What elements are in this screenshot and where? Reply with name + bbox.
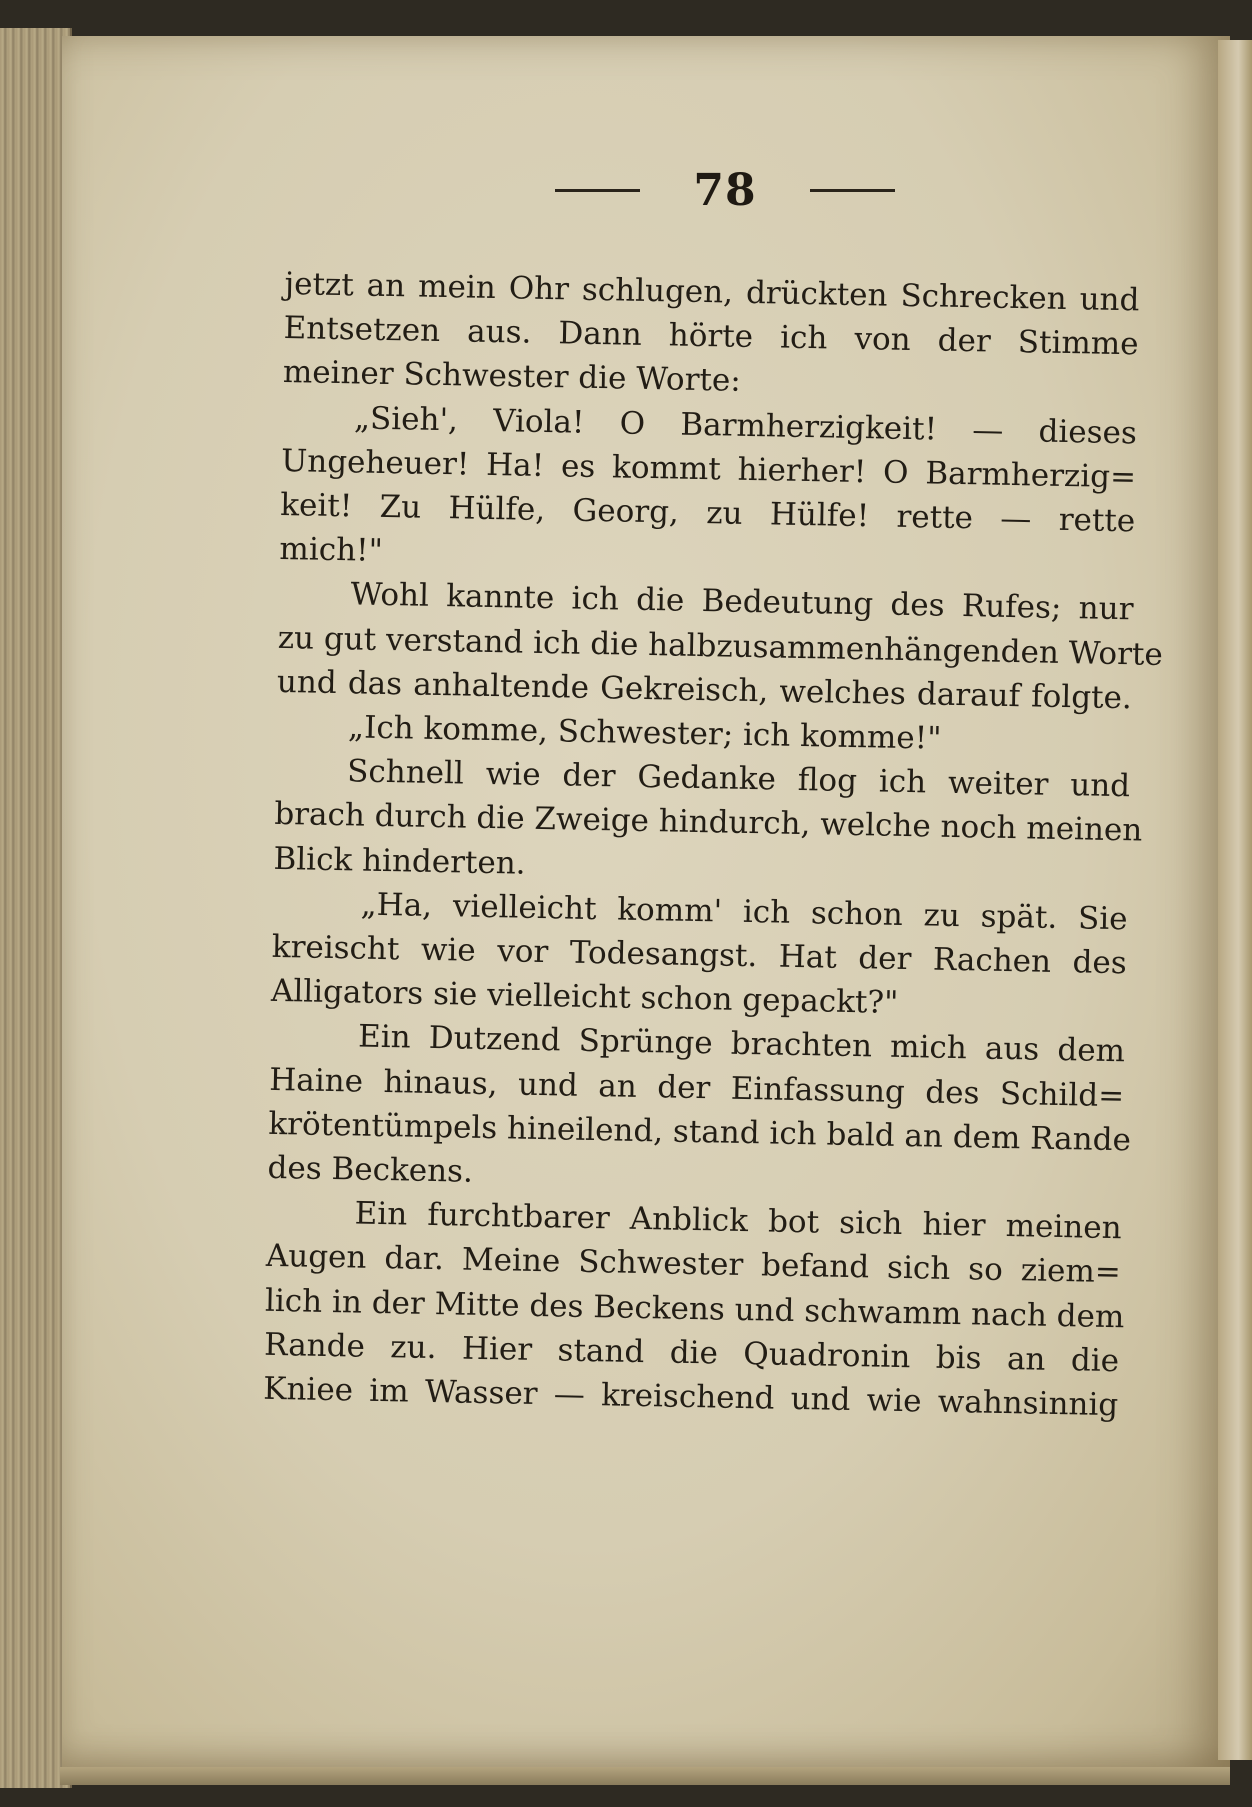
text-line: brach durch die Zweige hindurch, welche noch meinen bbox=[274, 796, 1143, 849]
text-line: Schnell wie der Gedanke flog ich weiter und bbox=[346, 753, 1131, 805]
text-line: Augen dar. Meine Schwester befand sich so ziem= bbox=[265, 1238, 1122, 1291]
body-text bbox=[263, 262, 1164, 1427]
text-line: Wohl kannte ich die Bedeutung des Rufes; nur bbox=[350, 576, 1134, 628]
text-line: jetzt an mein Ohr schlugen, drückten Schrecken und bbox=[284, 265, 1140, 319]
text-line: des Beckens. bbox=[267, 1149, 474, 1190]
text-line: Ein Dutzend Sprünge brachten mich aus dem bbox=[357, 1019, 1126, 1070]
text-line: krötentümpels hineilend, stand ich bald an dem Rande bbox=[268, 1105, 1132, 1159]
text-line: lich in der Mitte des Beckens und schwamm nach dem bbox=[264, 1282, 1125, 1335]
text-line: Blick hinderten. bbox=[273, 840, 526, 882]
text-line: und das anhaltende Gekreisch, welches darauf folgte. bbox=[276, 663, 1133, 717]
text-line: Ein furchtbarer Anblick bot sich hier meinen bbox=[354, 1195, 1122, 1247]
text-line: Alligators sie vielleicht schon gepackt?" bbox=[270, 973, 899, 1022]
header-rule-right bbox=[810, 189, 895, 192]
text-line: „Ich komme, Schwester; ich komme!" bbox=[347, 709, 942, 757]
text-line: zu gut verstand ich die halbzusammenhängenden Worte bbox=[277, 619, 1164, 673]
page-right-edge bbox=[1218, 40, 1252, 1760]
text-line: mich!" bbox=[279, 531, 384, 570]
text-line: kreischt wie vor Todesangst. Hat der Rachen des bbox=[271, 928, 1128, 982]
text-line: Haine hinaus, und an der Einfassung des Schild= bbox=[268, 1061, 1125, 1114]
text-line: Kniee im Wasser — kreischend und wie wahnsinnig bbox=[263, 1370, 1119, 1424]
page-number: 78 bbox=[693, 164, 757, 216]
text-line: „Sieh', Viola! O Barmherzigkeit! — dieses bbox=[353, 399, 1138, 451]
text-line: meiner Schwester die Worte: bbox=[282, 354, 742, 400]
text-line: Entsetzen aus. Dann hörte ich von der Stimme bbox=[283, 310, 1139, 363]
text-line: keit! Zu Hülfe, Georg, zu Hülfe! rette — rette bbox=[279, 486, 1136, 540]
text-line: Rande zu. Hier stand die Quadronin bis an die bbox=[263, 1326, 1120, 1380]
page-header bbox=[555, 160, 895, 220]
text-line: „Ha, vielleicht komm' ich schon zu spät. Sie bbox=[360, 886, 1128, 938]
text-line: Ungeheuer! Ha! es kommt hierher! O Barmherzig= bbox=[280, 442, 1137, 496]
header-rule-left bbox=[555, 189, 640, 192]
page-bottom-edge bbox=[60, 1767, 1230, 1785]
